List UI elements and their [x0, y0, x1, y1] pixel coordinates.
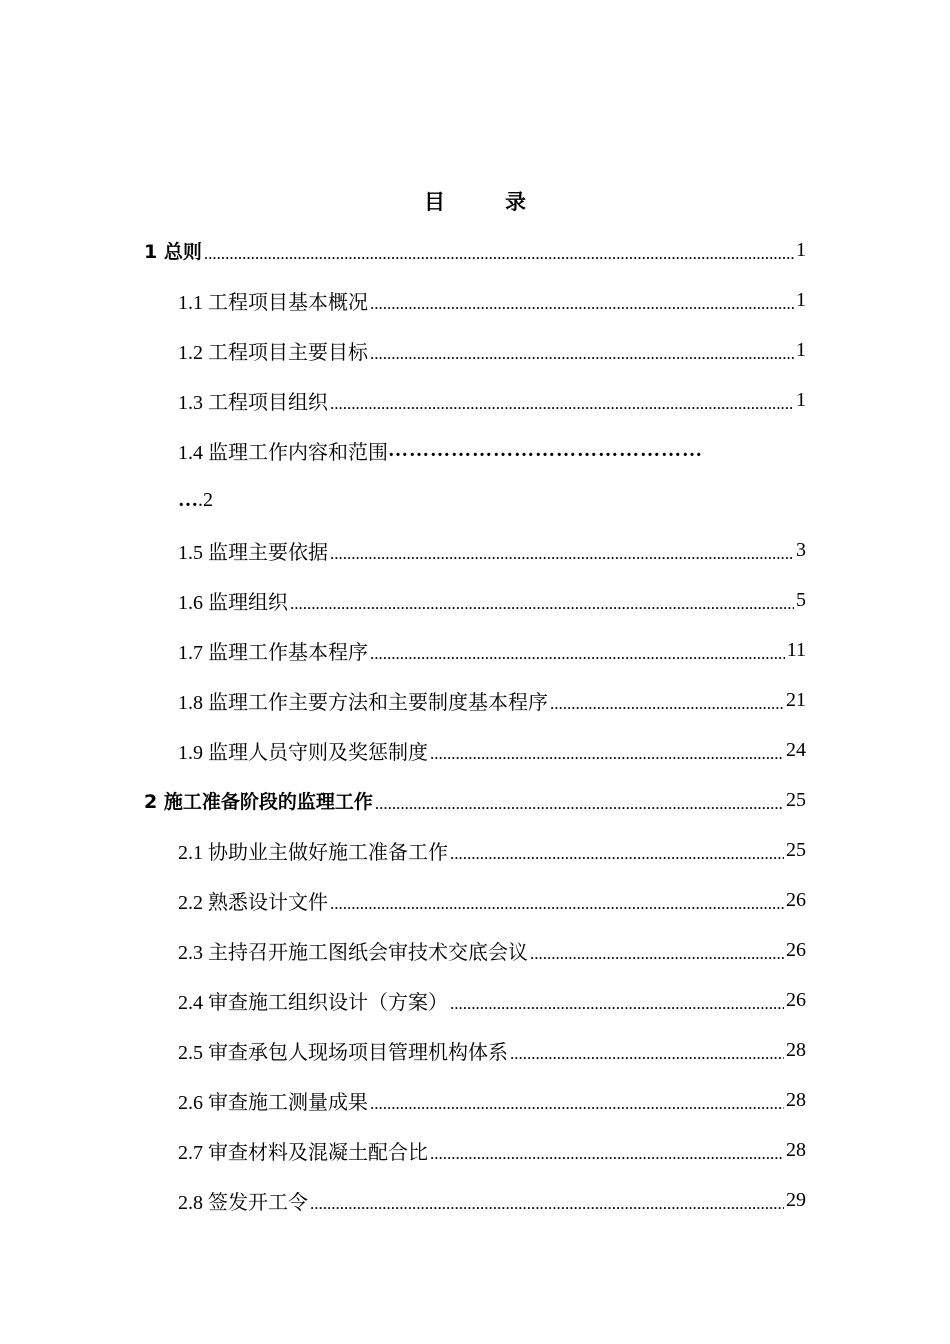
toc-entry-number: 1.7: [178, 641, 203, 664]
toc-entry-1-5[interactable]: [178, 525, 806, 575]
toc-entry-page: 26: [786, 938, 806, 961]
toc-entry-page: 26: [786, 888, 806, 911]
toc-entry-page: 28: [786, 1138, 806, 1161]
toc-entry-page: 3: [796, 538, 806, 561]
toc-entry-page: 11: [786, 638, 806, 661]
toc-entry-text: 签发开工令: [208, 1189, 308, 1214]
toc-entry-page: 28: [786, 1038, 806, 1061]
dot-leader: [310, 1195, 784, 1212]
toc-entry-page: 25: [786, 788, 806, 811]
toc-entry-text: 协助业主做好施工准备工作: [208, 839, 448, 864]
toc-entry-2-8[interactable]: [178, 1175, 806, 1225]
toc-entry-text: 工程项目组织: [208, 389, 328, 414]
toc-entry-1-3[interactable]: [178, 375, 806, 425]
toc-entry-page: 24: [786, 738, 806, 761]
dot-leader: [330, 545, 794, 562]
toc-entry-page: 25: [786, 838, 806, 861]
toc-entry-page: 21: [786, 688, 806, 711]
toc-entry-page: 5: [796, 588, 806, 611]
dot-leader: [510, 1045, 784, 1062]
dot-leader: [530, 945, 784, 962]
toc-entry-number: 1.2: [178, 341, 203, 364]
toc-entry-number: 2.5: [178, 1041, 203, 1064]
toc-entry-2-7[interactable]: [178, 1125, 806, 1175]
toc-entry-number: 1.9: [178, 741, 203, 764]
toc-entry-2-5[interactable]: [178, 1025, 806, 1075]
toc-entry-text: 审查施工组织设计（方案）: [208, 989, 448, 1014]
toc-entry-2-4[interactable]: [178, 975, 806, 1025]
dot-leader: [330, 895, 784, 912]
toc-entry-1-7[interactable]: [178, 625, 806, 675]
toc-entry-1-4-continued[interactable]: [178, 475, 806, 525]
toc-entry-number: 1.4: [178, 441, 203, 464]
dot-leader: [370, 295, 794, 312]
toc-entry-text: 监理工作内容和范围: [208, 439, 388, 464]
toc-entry-number: 1: [144, 240, 158, 263]
toc-entry-text: 主持召开施工图纸会审技术交底会议: [208, 939, 528, 964]
toc-entry-text: 监理工作主要方法和主要制度基本程序: [208, 689, 548, 714]
toc-entry-number: 2.3: [178, 941, 203, 964]
toc-entry-number: 2.2: [178, 891, 203, 914]
ellipsis-leader-continued: …: [178, 488, 198, 511]
toc-entry-text: 监理工作基本程序: [208, 639, 368, 664]
toc-entry-2-1[interactable]: [178, 825, 806, 875]
toc-entry-1-2[interactable]: [178, 325, 806, 375]
toc-entry-number: 1.8: [178, 691, 203, 714]
toc-entry-1-8[interactable]: [178, 675, 806, 725]
toc-entry-number: 2: [144, 790, 158, 813]
toc-entry-page: .2: [198, 488, 213, 511]
dot-leader: [375, 795, 784, 812]
toc-entry-text: 监理人员守则及奖惩制度: [208, 739, 428, 764]
toc-entry-text: 熟悉设计文件: [208, 889, 328, 914]
toc-entry-text: 工程项目基本概况: [208, 289, 368, 314]
toc-entry-1-1[interactable]: [178, 275, 806, 325]
toc-entry-text: 监理主要依据: [208, 539, 328, 564]
toc-entry-text: 施工准备阶段的监理工作: [163, 790, 373, 813]
toc-entry-page: 1: [796, 238, 806, 261]
toc-entry-2-6[interactable]: [178, 1075, 806, 1125]
dot-leader: [370, 1095, 784, 1112]
toc-entry-text: 审查材料及混凝土配合比: [208, 1139, 428, 1164]
toc-entry-page: 26: [786, 988, 806, 1011]
toc-entry-page: 1: [796, 338, 806, 361]
dot-leader: [330, 395, 794, 412]
toc-entry-page: 28: [786, 1088, 806, 1111]
toc-entry-number: 2.6: [178, 1091, 203, 1114]
toc-entry-number: 1.3: [178, 391, 203, 414]
dot-leader: [430, 745, 784, 762]
toc-entry-number: 2.4: [178, 991, 203, 1014]
toc-title-left: 目: [424, 190, 445, 214]
toc-entry-page: 29: [786, 1188, 806, 1211]
toc-entry-number: 1.6: [178, 591, 203, 614]
toc-entry-number: 1.5: [178, 541, 203, 564]
dot-leader: [430, 1145, 784, 1162]
toc-entry-page: 1: [796, 388, 806, 411]
dot-leader: [204, 245, 794, 262]
toc-entry-2-2[interactable]: [178, 875, 806, 925]
toc-entry-2-3[interactable]: [178, 925, 806, 975]
dot-leader: [550, 695, 784, 712]
toc-entry-text: 总则: [163, 240, 202, 263]
toc-entry-page: 1: [796, 288, 806, 311]
dot-leader: [450, 995, 784, 1012]
toc-entry-number: 1.1: [178, 291, 203, 314]
toc-entry-number: 2.8: [178, 1191, 203, 1214]
toc-entry-text: 工程项目主要目标: [208, 339, 368, 364]
dot-leader: [290, 595, 794, 612]
toc-entry-1-9[interactable]: [178, 725, 806, 775]
dot-leader: [370, 345, 794, 362]
ellipsis-leader: ………………………………………: [388, 438, 703, 461]
toc-entry-text: 监理组织: [208, 589, 288, 614]
dot-leader: [450, 845, 784, 862]
toc-entry-1-6[interactable]: [178, 575, 806, 625]
toc-entry-number: 2.7: [178, 1141, 203, 1164]
toc-entry-2[interactable]: [144, 775, 806, 825]
toc-title: [0, 186, 950, 216]
toc-entry-text: 审查施工测量成果: [208, 1089, 368, 1114]
toc-entry-1-4[interactable]: [178, 425, 806, 475]
toc-entry-text: 审查承包人现场项目管理机构体系: [208, 1039, 508, 1064]
toc-title-right: 录: [505, 190, 526, 214]
toc-entry-number: 2.1: [178, 841, 203, 864]
toc-entry-1[interactable]: [144, 225, 806, 275]
dot-leader: [370, 645, 785, 662]
